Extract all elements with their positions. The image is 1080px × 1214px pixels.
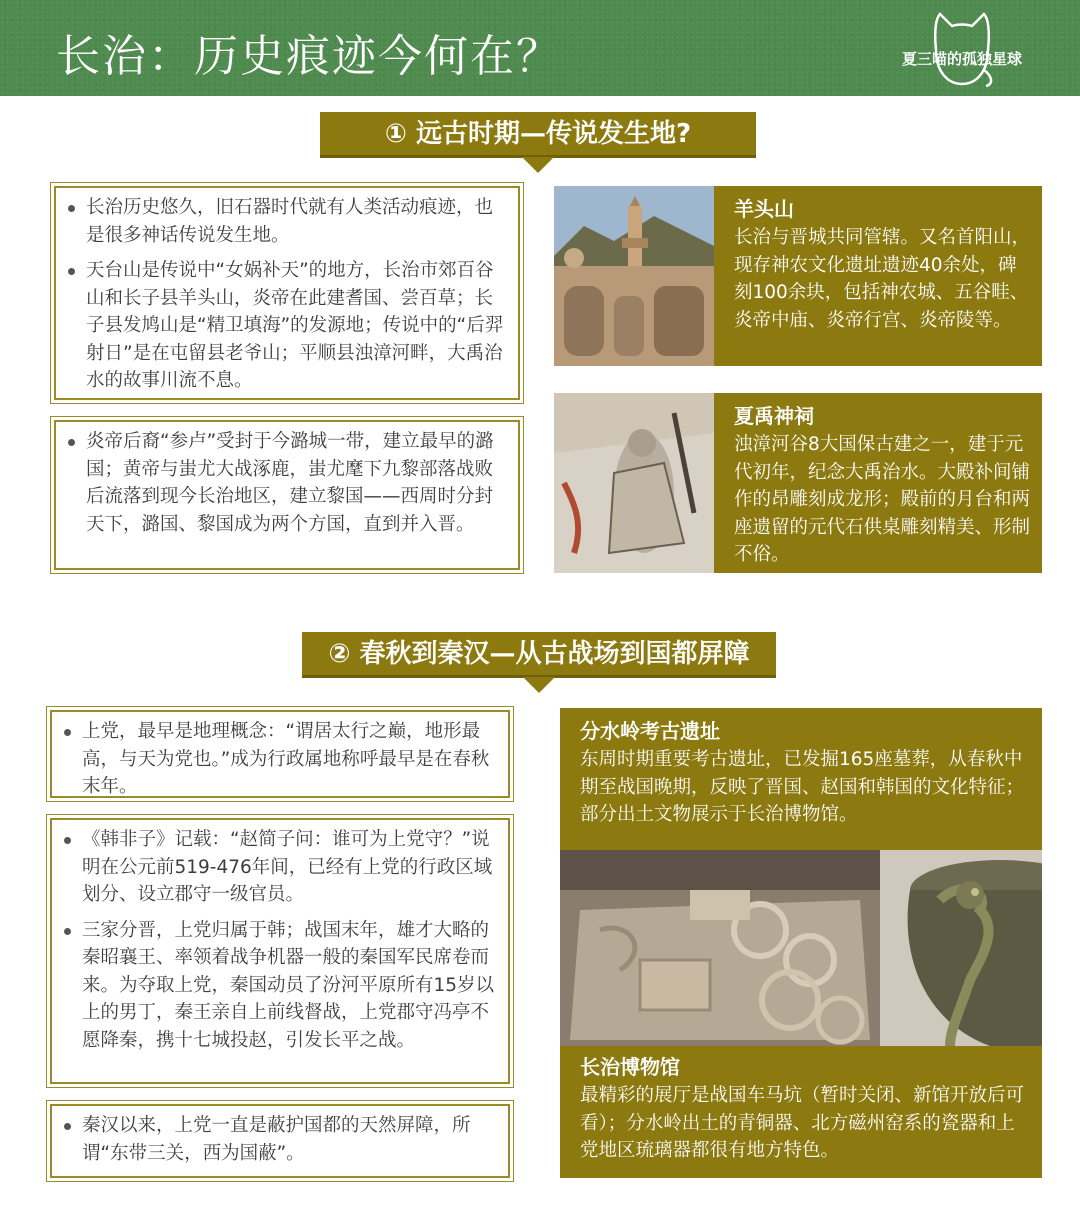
bullet-item: 《韩非子》记载：“赵简子问：谁可为上党守？”说明在公元前519-476年间，已经有上党的行政区域划分、设立郡守一级官员。 bbox=[64, 826, 498, 909]
card-title: 羊头山 bbox=[734, 197, 794, 221]
card-body: 最精彩的展厅是战国车马坑（暂时关闭、新馆开放后可看）；分水岭出土的青铜器、北方磁州窑系的瓷器和上党地区琉璃器都很有地方特色。 bbox=[580, 1085, 1025, 1161]
changzhi-museum-card bbox=[560, 1046, 1042, 1178]
card-title: 长治博物馆 bbox=[580, 1055, 680, 1079]
page-title: 长治：历史痕迹今何在？ bbox=[56, 31, 562, 82]
bullet-item: 秦汉以来，上党一直是蔽护国都的天然屏障，所谓“东带三关，西为国蔽”。 bbox=[64, 1112, 498, 1167]
chariot-pit-photo bbox=[560, 850, 880, 1046]
xiayu-shrine-card bbox=[714, 393, 1042, 573]
bullet-item: 天台山是传说中“女娲补天”的地方，长治市郊百谷山和长子县羊头山，炎帝在此建耆国、尝百草；长子县发鸠山是“精卫填海”的发源地；传说中的“后羿射日”是在屯留县老爷山；平顺县浊漳河畔，大禹治水的故事川流不息。 bbox=[68, 257, 508, 395]
card-body: 东周时期重要考古遗址，已发掘165座墓葬，从春秋中期至战国晚期，反映了晋国、赵国和韩国的文化特征；部分出土文物展示于长治博物馆。 bbox=[580, 749, 1025, 825]
bronze-vessel-photo bbox=[880, 850, 1042, 1046]
header-bar bbox=[0, 0, 1080, 96]
section2-textbox-2 bbox=[50, 818, 510, 1084]
bullet-item: 上党，最早是地理概念：“谓居太行之巅，地形最高，与天为党也。”成为行政属地称呼最早是在春秋末年。 bbox=[64, 718, 498, 801]
yangtoushan-photo bbox=[554, 186, 714, 366]
card-title: 夏禹神祠 bbox=[734, 404, 814, 428]
section2-textbox-3 bbox=[50, 1104, 510, 1178]
section1-banner: ① 远古时期—传说发生地? bbox=[320, 112, 756, 158]
section2-banner: ② 春秋到秦汉—从古战场到国都屏障 bbox=[302, 632, 776, 678]
yangtoushan-card bbox=[714, 186, 1042, 366]
bullet-item: 三家分晋，上党归属于韩；战国末年，雄才大略的秦昭襄王、率领着战争机器一般的秦国军民席卷而来。为夺取上党，秦国动员了汾河平原所有15岁以上的男丁，秦王亲自上前线督战，上党郡守冯亭不愿降秦，携十七城投赵，引发长平之战。 bbox=[64, 917, 498, 1055]
card-body: 浊漳河谷8大国保古建之一，建于元代初年，纪念大禹治水。大殿补间铺作的昂雕刻成龙形；殿前的月台和两座遗留的元代石供桌雕刻精美、形制不俗。 bbox=[734, 434, 1031, 565]
card-title: 分水岭考古遗址 bbox=[580, 719, 720, 743]
brand-name: 夏三喵的孤独星球 bbox=[901, 50, 1022, 68]
section1-textbox-1 bbox=[54, 186, 520, 400]
section1-textbox-2 bbox=[54, 420, 520, 570]
bullet-item: 长治历史悠久，旧石器时代就有人类活动痕迹，也是很多神话传说发生地。 bbox=[68, 194, 508, 249]
xiayu-shrine-mural-photo bbox=[554, 393, 714, 573]
brand-logo bbox=[892, 10, 1032, 86]
card-body: 长治与晋城共同管辖。又名首阳山，现存神农文化遗址遗迹40余处，碑刻100余块，包括神农城、五谷畦、炎帝中庙、炎帝行宫、炎帝陵等。 bbox=[734, 227, 1031, 331]
fenshuiling-card bbox=[560, 708, 1042, 850]
section2-textbox-1 bbox=[50, 710, 510, 798]
bullet-item: 炎帝后裔“参卢”受封于今潞城一带，建立最早的潞国；黄帝与蚩尤大战涿鹿，蚩尤麾下九黎部落战败后流落到现今长治地区，建立黎国——西周时分封天下，潞国、黎国成为两个方国，直到并入晋。 bbox=[68, 428, 508, 538]
